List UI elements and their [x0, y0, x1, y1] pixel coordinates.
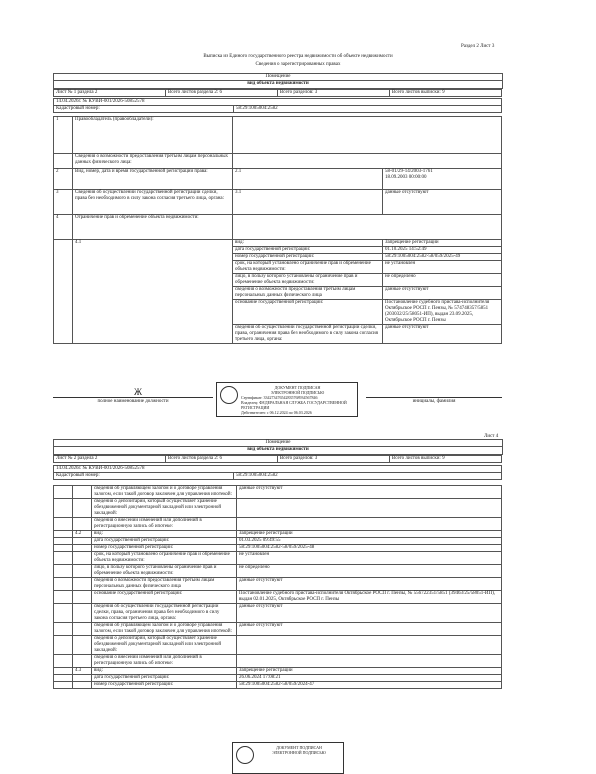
encumbrance-value: данные отсутствуют — [383, 287, 502, 300]
encumbrance-table-2 — [53, 485, 502, 689]
encumbrance-value: не установлен — [383, 261, 502, 274]
encumbrance-key: сведения об управляющем залогом и о договоре управления залогом, если такой договор заключен для управления ипотекой: — [92, 486, 237, 499]
encumbrance-number: 4.1 — [73, 240, 233, 344]
row-number: 1 — [54, 117, 73, 154]
row-number — [54, 655, 73, 668]
sheet-label: Лист № 1 раздела 2 — [54, 90, 166, 97]
encumbrance-key: вид: — [92, 668, 237, 675]
row-label: Сведения о возможности предоставления третьим лицам персональных данных физического лица: — [73, 154, 233, 169]
row-label: Вид, номер, дата и время государственной регистрации права: — [73, 169, 233, 190]
stamp-line: ЭЛЕКТРОННОЙ ПОДПИСЬЮ — [270, 390, 325, 395]
encumbrance-value: 01.10.2025 14:52:49 — [383, 247, 502, 254]
encumbrance-number — [73, 604, 92, 623]
total-sheets-section-2: Всего листов раздела 2: 6 — [165, 456, 277, 463]
table-row — [54, 545, 502, 552]
row-number — [54, 531, 73, 538]
encumbrance-value: не определено — [383, 274, 502, 287]
table-row — [54, 604, 502, 623]
encumbrance-number — [73, 675, 92, 682]
encumbrance-value: Запрещение регистрации — [237, 668, 502, 675]
encumbrance-number — [73, 623, 92, 636]
encumbrance-value: не установлен — [237, 552, 502, 565]
encumbrance-key: срок, на который установлено ограничение прав и обременение объекта недвижимости: — [233, 261, 383, 274]
row-number — [54, 499, 73, 518]
header-table — [53, 98, 502, 113]
encumbrance-key: сведения о возможности предоставления третьим лицам персональных данных физического лица — [92, 578, 237, 591]
encumbrance-key: основание государственной регистрации: — [92, 591, 237, 604]
encumbrance-value: данные отсутствуют — [237, 623, 502, 636]
table-row — [54, 675, 502, 682]
row-number — [54, 636, 73, 655]
row-number: 3 — [54, 190, 73, 215]
total-sheets-section: Всего листов раздела 2: 6 — [165, 90, 277, 97]
encumbrance-key: основание государственной регистрации: — [233, 300, 383, 325]
table-row — [54, 240, 502, 247]
signature-position: полное наименование должности — [97, 399, 169, 404]
encumbrance-number — [73, 538, 92, 545]
row-number: 4 — [54, 215, 73, 240]
encumbrance-value: 58:29:1005004:2582-58/059/2025-48 — [237, 545, 502, 552]
document-subtitle: Сведения о зарегистрированных правах — [255, 62, 341, 67]
row-number — [54, 154, 73, 169]
sheet-info-table — [53, 89, 502, 97]
encumbrance-key: сведения о внесении изменений или дополнений в регистрационную запись об ипотеке: — [92, 518, 237, 531]
row-number — [54, 552, 73, 565]
encumbrance-number — [73, 655, 92, 668]
encumbrance-number — [73, 636, 92, 655]
encumbrance-key: дата государственной регистрации: — [233, 247, 383, 254]
encumbrance-key: сведения о депозитарии, который осуществляет хранение обездвиженной документарной закладной или электронной закладной: — [92, 499, 237, 518]
object-type: Помещение — [265, 74, 291, 79]
encumbrance-key: сведения о возможности предоставления третьим лицам персональных данных физического лица — [233, 287, 383, 300]
table-row — [54, 668, 502, 675]
encumbrance-key: сведения о депозитарии, который осуществляет хранение обездвиженной документарной закладной или электронной закладной: — [92, 636, 237, 655]
encumbrance-number — [73, 518, 92, 531]
encumbrance-key: дата государственной регистрации: — [92, 538, 237, 545]
table-row — [54, 552, 502, 565]
row-number — [54, 538, 73, 545]
row-value — [233, 154, 502, 169]
table-row — [54, 578, 502, 591]
object-type-caption-2: вид объекта недвижимости — [54, 446, 502, 453]
encumbrance-number — [73, 499, 92, 518]
row-number — [54, 565, 73, 578]
row-number — [54, 682, 73, 689]
sheet-info-table-2 — [53, 455, 502, 463]
table-row — [54, 623, 502, 636]
row-number — [54, 518, 73, 531]
table-row — [54, 154, 502, 169]
cadastral-label-2: Кадастровый номер: — [54, 473, 234, 480]
signature-mark: Ж — [134, 387, 143, 397]
encumbrance-key: сведения об осуществлении государственной регистрации сделки, права, ограничения права без необходимого в силу закона согласия третьего лица, органа: — [92, 604, 237, 623]
encumbrance-number — [73, 565, 92, 578]
row-value: данные отсутствуют — [383, 190, 502, 215]
stamp-line: РЕГИСТРАЦИИ — [241, 405, 270, 410]
table-row — [54, 499, 502, 518]
row-number — [54, 623, 73, 636]
table-row — [54, 190, 502, 215]
row-subnumber: 3.1 — [233, 190, 383, 215]
row-label: Правообладатель (правообладатели): — [73, 117, 233, 154]
encumbrance-number — [73, 545, 92, 552]
encumbrance-key: вид: — [92, 531, 237, 538]
encumbrance-value: 58:29:1005004:2582-58/059/2024-47 — [237, 682, 502, 689]
sheet-label-2: Лист № 2 раздела 2 — [54, 456, 166, 463]
encumbrance-key: номер государственной регистрации: — [92, 682, 237, 689]
encumbrance-key: лицо, в пользу которого установлены ограничение прав и обременение объекта недвижимости: — [92, 565, 237, 578]
page-marker: Раздел 2 Лист 3 — [461, 44, 495, 49]
date-number-2: 14.04.2026г. № КУВИ-001/2026-50852578 — [54, 466, 502, 473]
table-row — [54, 565, 502, 578]
row-number — [54, 591, 73, 604]
row-number — [54, 486, 73, 499]
total-sections: Всего разделов: 3 — [277, 90, 389, 97]
table-row — [54, 486, 502, 499]
stamp-line: Действителен: с 06.12.2024 по 06.03.2026 — [241, 410, 312, 415]
encumbrance-number — [73, 682, 92, 689]
encumbrance-key: лицо, в пользу которого установлены ограничение прав и обременение объекта недвижимости: — [233, 274, 383, 287]
encumbrance-number — [73, 486, 92, 499]
encumbrance-number: 4.2 — [73, 531, 92, 538]
row-number — [54, 578, 73, 591]
row-number: 2 — [54, 169, 73, 190]
encumbrance-value — [237, 655, 502, 668]
encumbrance-value: данные отсутствуют — [237, 486, 502, 499]
stamp-line: Владелец: ФЕДЕРАЛЬНАЯ СЛУЖБА ГОСУДАРСТВЕННОЙ — [241, 400, 347, 405]
row-number — [54, 240, 73, 344]
encumbrance-key: сведения о внесении изменений или дополнений в регистрационную запись об ипотеке: — [92, 655, 237, 668]
encumbrance-value: Запрещение регистрации — [383, 240, 502, 247]
encumbrance-number — [73, 552, 92, 565]
encumbrance-key: срок, на который установлено ограничение прав и обременение объекта недвижимости: — [92, 552, 237, 565]
table-row — [54, 531, 502, 538]
table-row — [54, 169, 502, 190]
total-sheets-2: Всего листов выписки: 9 — [389, 456, 501, 463]
encumbrance-value: Постановление судебного пристава-исполнителя Октябрьское РОСП г. Пензы, № 574748357/5851 (203032/25/58051-ИП), выдан 23.09.2025, Октябрьское РОСП г. Пензы — [383, 300, 502, 325]
cadastral-number: 58:29:1005004:2582 — [234, 106, 502, 113]
encumbrance-key: номер государственной регистрации: — [233, 254, 383, 261]
stamp-line: ДОКУМЕНТ ПОДПИСАН — [276, 745, 322, 750]
object-type-box — [53, 73, 503, 89]
encumbrance-key: сведения об осуществлении государственной регистрации сделки, права, ограничения права без необходимого в силу закона согласия третьего лица, органа: — [233, 325, 383, 344]
row-value: 58-01/29-14/2003-1761 18.09.2003 00:00:00 — [383, 169, 502, 190]
encumbrance-key: вид: — [233, 240, 383, 247]
table-row — [54, 655, 502, 668]
encumbrance-key: сведения об управляющем залогом и о договоре управления залогом, если такой договор заключен для управления ипотекой: — [92, 623, 237, 636]
cadastral-label: Кадастровый номер: — [54, 106, 234, 113]
encumbrance-value: Запрещение регистрации — [237, 531, 502, 538]
table-row — [54, 682, 502, 689]
encumbrance-value — [237, 499, 502, 518]
encumbrance-value: данные отсутствуют — [237, 578, 502, 591]
encumbrance-value: 01.03.2025 09:49:55 — [237, 538, 502, 545]
row-number — [54, 668, 73, 675]
row-number — [54, 675, 73, 682]
total-sections-2: Всего разделов: 3 — [277, 456, 389, 463]
encumbrance-key: номер государственной регистрации: — [92, 545, 237, 552]
encumbrance-value: не определено — [237, 565, 502, 578]
encumbrance-value — [237, 518, 502, 531]
table-row — [54, 117, 502, 154]
header-table-2 — [53, 465, 502, 480]
rights-table — [53, 116, 502, 344]
row-subnumber: 2.1 — [233, 169, 383, 190]
encumbrance-value: 58:29:1005004:2582-58/059/2025-49 — [383, 254, 502, 261]
encumbrance-number — [73, 578, 92, 591]
table-row — [54, 215, 502, 240]
document-title: Выписка из Единого государственного реестра недвижимости об объекте недвижимости — [203, 54, 393, 59]
table-row — [54, 636, 502, 655]
encumbrance-value: данные отсутствуют — [237, 604, 502, 623]
signature-name: инициалы, фамилия — [412, 399, 456, 404]
cadastral-number-2: 58:29:1005004:2582 — [234, 473, 502, 480]
date-number: 14.04.2026г. № КУВИ-001/2026-50852578 — [54, 99, 502, 106]
emblem-icon — [220, 386, 238, 404]
encumbrance-value: данные отсутствуют — [383, 325, 502, 344]
object-type-box-2 — [53, 439, 503, 455]
row-number — [54, 545, 73, 552]
table-row — [54, 591, 502, 604]
object-type-caption: вид объекта недвижимости — [54, 80, 502, 87]
encumbrance-value: Постановление судебного пристава-исполнителя Октябрьское РОСП г. Пензы, № 556722351/5851 (39463/25/58051-ИП), выдан 02.01.2025, Октябрьское РОСП г. Пензы — [237, 591, 502, 604]
encumbrance-key: дата государственной регистрации: — [92, 675, 237, 682]
object-type-2: Помещение — [265, 440, 291, 445]
page-marker-2: Лист 4 — [484, 434, 499, 439]
stamp-line: Сертификат: 334273476542835768934567846 — [241, 395, 318, 400]
stamp-line: ДОКУМЕНТ ПОДПИСАН — [274, 385, 321, 390]
encumbrance-value: 26.06.2024 17:08:21 — [237, 675, 502, 682]
row-label: Ограничение прав и обременение объекта недвижимости: — [73, 215, 233, 240]
table-row — [54, 538, 502, 545]
row-number — [54, 604, 73, 623]
emblem-icon-2 — [236, 746, 254, 764]
row-value — [233, 117, 502, 154]
total-sheets: Всего листов выписки: 9 — [389, 90, 501, 97]
row-value — [233, 215, 502, 240]
encumbrance-value — [237, 636, 502, 655]
stamp-line: ЭЛЕКТРОННОЙ ПОДПИСЬЮ — [272, 750, 326, 755]
encumbrance-number — [73, 591, 92, 604]
electronic-signature-stamp-2 — [232, 742, 344, 774]
encumbrance-number: 4.3 — [73, 668, 92, 675]
row-label: Сведения об осуществлении государственной регистрации сделки, права без необходимого в силу закона согласия третьего лица, органа: — [73, 190, 233, 215]
table-row — [54, 518, 502, 531]
electronic-signature-stamp — [216, 382, 358, 417]
